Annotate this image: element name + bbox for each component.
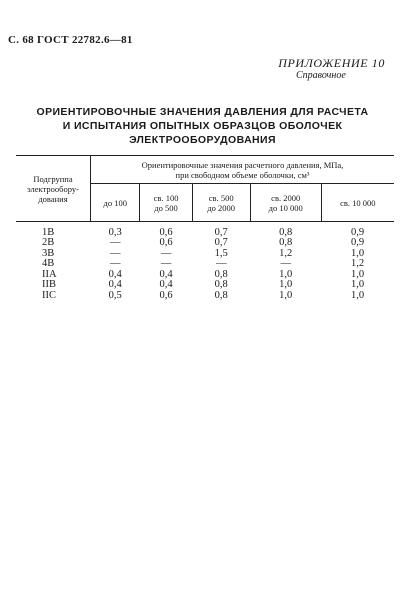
title-line-3: ЭЛЕКТРООБОРУДОВАНИЯ <box>129 134 276 146</box>
group-name: 4В <box>42 258 55 269</box>
table-cell: 0,6 <box>159 226 173 238</box>
table-cell: 1,5 <box>214 247 228 259</box>
table-cell: 0,5 <box>108 289 122 301</box>
table-cell: 0,9 <box>351 226 365 238</box>
table-cell: 0,8 <box>214 289 228 301</box>
table-row <box>16 280 394 291</box>
title-line-1: ОРИЕНТИРОВОЧНЫЕ ЗНАЧЕНИЯ ДАВЛЕНИЯ ДЛЯ РАСЧЕТА <box>36 106 369 118</box>
appendix-label: ПРИЛОЖЕНИЕ 10 <box>278 56 385 70</box>
table-cell: — <box>160 247 172 259</box>
table-row <box>16 228 394 239</box>
group-name: IIC <box>42 289 56 301</box>
column-header: св. 500 до 2000 <box>192 184 250 222</box>
group-name: 3В <box>42 247 55 259</box>
column-header: св. 10 000 <box>321 184 394 222</box>
table-row <box>16 270 394 281</box>
group-name: 2В <box>42 237 55 248</box>
table-row <box>16 291 394 302</box>
appendix-type: Справочное <box>296 70 346 81</box>
table-cell: 0,4 <box>108 279 122 290</box>
table-cell: 0,3 <box>108 226 122 238</box>
table-cell: 1,0 <box>351 279 365 290</box>
table-cell: 0,6 <box>159 289 173 301</box>
table-cell: 1,0 <box>279 289 293 301</box>
table-cell: 0,8 <box>214 279 228 290</box>
column-header: св. 100 до 500 <box>140 184 192 222</box>
table-cell: — <box>109 247 121 259</box>
table-cell: 0,8 <box>279 226 293 238</box>
table-cell: — <box>109 237 121 248</box>
table-row <box>16 238 394 249</box>
table-cell: 0,6 <box>159 237 173 248</box>
table-cell: — <box>280 258 291 269</box>
table-cell: 0,9 <box>351 237 365 248</box>
table-cell: — <box>160 258 172 269</box>
table-row <box>16 249 394 260</box>
table-cell: 1,2 <box>351 258 365 269</box>
table-cell: 0,8 <box>279 237 293 248</box>
table-cell: 0,8 <box>214 268 228 280</box>
group-name: 1В <box>42 226 55 238</box>
table-cell: 1,0 <box>351 289 365 301</box>
table-cell: 1,0 <box>351 268 365 280</box>
table-row <box>16 259 394 270</box>
column-header: св. 2000 до 10 000 <box>250 184 321 222</box>
page-header: С. 68 ГОСТ 22782.6—81 <box>8 34 133 46</box>
table-cell: 0,7 <box>214 237 228 248</box>
table-cell: 0,7 <box>214 226 228 238</box>
title-line-2: И ИСПЫТАНИЯ ОПЫТНЫХ ОБРАЗЦОВ ОБОЛОЧЕК <box>62 120 343 132</box>
table-cell: 1,2 <box>279 247 293 259</box>
table-cell: 1,0 <box>279 279 293 290</box>
table-cell: — <box>215 258 227 269</box>
table-cell: 0,4 <box>159 268 173 280</box>
table-cell: 1,0 <box>351 247 365 259</box>
group-column-header: Подгруппа электрообору- дования <box>16 156 91 222</box>
table-cell: 1,0 <box>279 268 293 280</box>
group-name: IIB <box>42 279 56 290</box>
pressure-table <box>16 155 394 301</box>
pressure-span-header: Ориентировочные значения расчетного давления, МПа, при свободном объеме оболочки, см³ <box>91 156 395 184</box>
column-header: до 100 <box>91 184 140 222</box>
table-cell: 0,4 <box>159 279 173 290</box>
table-cell: 0,4 <box>108 268 122 280</box>
table-cell: — <box>109 258 121 269</box>
group-name: IIA <box>42 268 57 280</box>
